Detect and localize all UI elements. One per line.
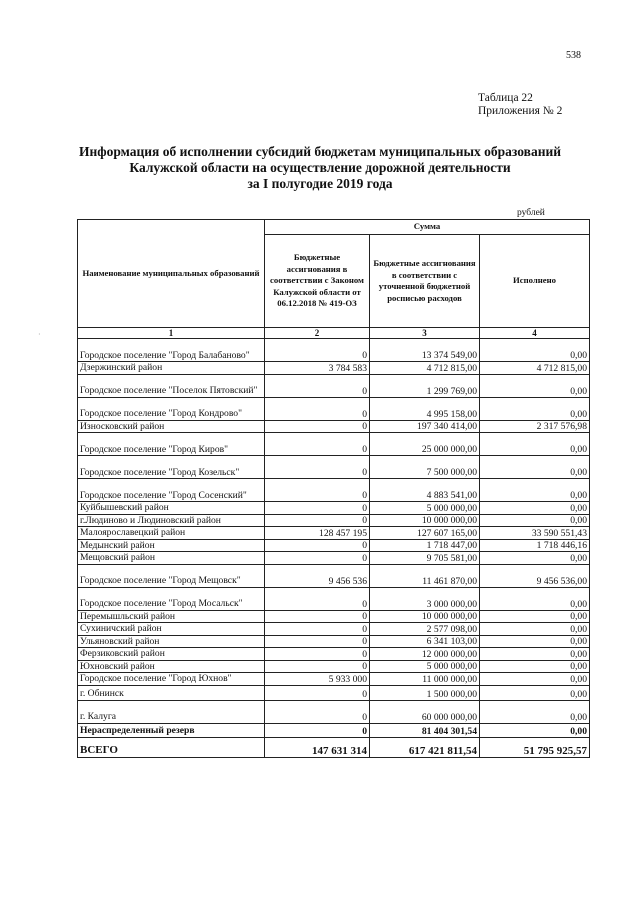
total-law-allocation: 147 631 314 (265, 737, 370, 757)
total-row (78, 737, 590, 757)
appendix-number: Приложения № 2 (478, 105, 563, 117)
table-row (78, 635, 590, 648)
table-row (78, 660, 590, 673)
refined-allocation-cell: 4 883 541,00 (370, 479, 480, 502)
municipality-cell: Нераспределенный резерв (78, 723, 265, 737)
table-row (78, 339, 590, 362)
table-row (78, 362, 590, 375)
table-row (78, 514, 590, 527)
table-row (78, 527, 590, 540)
table-row (78, 623, 590, 636)
municipality-cell: г. Обнинск (78, 685, 265, 700)
law-allocation-cell: 0 (265, 539, 370, 552)
law-allocation-cell: 0 (265, 456, 370, 479)
table-row (78, 700, 590, 723)
municipality-cell: Городское поселение "Город Балабаново" (78, 339, 265, 362)
refined-allocation-cell: 10 000 000,00 (370, 610, 480, 623)
executed-cell: 0,00 (480, 479, 590, 502)
municipality-cell: Городское поселение "Город Киров" (78, 433, 265, 456)
law-allocation-cell: 0 (265, 433, 370, 456)
law-allocation-cell: 0 (265, 635, 370, 648)
header-refined-allocation: Бюджетные ассигнования в соответствии с уточненной бюджетной росписью расходов (370, 235, 480, 328)
municipality-cell: Городское поселение "Город Сосенский" (78, 479, 265, 502)
refined-allocation-cell: 3 000 000,00 (370, 587, 480, 610)
refined-allocation-cell: 1 500 000,00 (370, 685, 480, 700)
executed-cell: 9 456 536,00 (480, 564, 590, 587)
municipality-cell: Ферзиковский район (78, 648, 265, 661)
law-allocation-cell: 3 784 583 (265, 362, 370, 375)
executed-cell: 0,00 (480, 673, 590, 686)
municipality-cell: Перемышльский район (78, 610, 265, 623)
executed-cell: 2 317 576,98 (480, 420, 590, 433)
law-allocation-cell: 0 (265, 700, 370, 723)
municipality-cell: Городское поселение "Город Мосальск" (78, 587, 265, 610)
header-executed: Исполнено (480, 235, 590, 328)
refined-allocation-cell: 60 000 000,00 (370, 700, 480, 723)
executed-cell: 0,00 (480, 635, 590, 648)
law-allocation-cell: 0 (265, 648, 370, 661)
table-row (78, 723, 590, 737)
table-row (78, 564, 590, 587)
executed-cell: 0,00 (480, 339, 590, 362)
law-allocation-cell: 0 (265, 514, 370, 527)
column-number: 2 (265, 328, 370, 339)
refined-allocation-cell: 5 000 000,00 (370, 660, 480, 673)
table-row (78, 685, 590, 700)
municipality-cell: Сухиничский район (78, 623, 265, 636)
executed-cell: 0,00 (480, 397, 590, 420)
municipality-cell: Куйбышевский район (78, 502, 265, 515)
municipality-cell: г.Людиново и Людиновский район (78, 514, 265, 527)
municipality-cell: Дзержинский район (78, 362, 265, 375)
municipality-cell: Износковский район (78, 420, 265, 433)
refined-allocation-cell: 9 705 581,00 (370, 552, 480, 565)
refined-allocation-cell: 81 404 301,54 (370, 723, 480, 737)
table-row (78, 374, 590, 397)
refined-allocation-cell: 7 500 000,00 (370, 456, 480, 479)
refined-allocation-cell: 25 000 000,00 (370, 433, 480, 456)
municipality-cell: Ульяновский район (78, 635, 265, 648)
executed-cell: 4 712 815,00 (480, 362, 590, 375)
total-executed: 51 795 925,57 (480, 737, 590, 757)
header-sum-group: Сумма (265, 220, 590, 235)
refined-allocation-cell: 127 607 165,00 (370, 527, 480, 540)
refined-allocation-cell: 4 995 158,00 (370, 397, 480, 420)
municipality-cell: Городское поселение "Город Козельск" (78, 456, 265, 479)
executed-cell: 0,00 (480, 374, 590, 397)
law-allocation-cell: 0 (265, 610, 370, 623)
executed-cell: 0,00 (480, 648, 590, 661)
refined-allocation-cell: 12 000 000,00 (370, 648, 480, 661)
law-allocation-cell: 0 (265, 660, 370, 673)
executed-cell: 0,00 (480, 623, 590, 636)
table-row (78, 673, 590, 686)
header-municipality: Наименование муниципальных образований (78, 220, 265, 328)
municipality-cell: Городское поселение "Город Кондрово" (78, 397, 265, 420)
table-row (78, 552, 590, 565)
refined-allocation-cell: 5 000 000,00 (370, 502, 480, 515)
municipality-cell: г. Калуга (78, 700, 265, 723)
column-number-row (78, 328, 590, 339)
executed-cell: 0,00 (480, 552, 590, 565)
law-allocation-cell: 128 457 195 (265, 527, 370, 540)
total-label: ВСЕГО (78, 737, 265, 757)
total-refined-allocation: 617 421 811,54 (370, 737, 480, 757)
title-line-1: Информация об исполнении субсидий бюджетам муниципальных образований (78, 144, 562, 159)
table-reference (478, 92, 562, 118)
executed-cell: 0,00 (480, 456, 590, 479)
refined-allocation-cell: 6 341 103,00 (370, 635, 480, 648)
table-row (78, 479, 590, 502)
law-allocation-cell: 0 (265, 502, 370, 515)
title-line-2: Калужской области на осуществление дорожной деятельности (129, 160, 511, 175)
executed-cell: 0,00 (480, 502, 590, 515)
municipality-cell: Медынский район (78, 539, 265, 552)
column-number: 3 (370, 328, 480, 339)
law-allocation-cell: 0 (265, 623, 370, 636)
executed-cell: 33 590 551,43 (480, 527, 590, 540)
municipality-cell: Мещовский район (78, 552, 265, 565)
units-label: рублей (517, 208, 545, 218)
law-allocation-cell: 5 933 000 (265, 673, 370, 686)
refined-allocation-cell: 10 000 000,00 (370, 514, 480, 527)
law-allocation-cell: 0 (265, 339, 370, 362)
table-row (78, 420, 590, 433)
refined-allocation-cell: 11 461 870,00 (370, 564, 480, 587)
refined-allocation-cell: 1 718 447,00 (370, 539, 480, 552)
law-allocation-cell: 0 (265, 374, 370, 397)
column-number: 4 (480, 328, 590, 339)
table-number: Таблица 22 (478, 92, 533, 104)
table-row (78, 539, 590, 552)
refined-allocation-cell: 13 374 549,00 (370, 339, 480, 362)
executed-cell: 0,00 (480, 660, 590, 673)
header-law-allocation: Бюджетные ассигнования в соответствии с Законом Калужской области от 06.12.2018 № 419-ОЗ (265, 235, 370, 328)
executed-cell: 0,00 (480, 700, 590, 723)
table-row (78, 397, 590, 420)
table-row (78, 502, 590, 515)
table-row (78, 648, 590, 661)
table-row (78, 587, 590, 610)
law-allocation-cell: 0 (265, 552, 370, 565)
title-line-3: за I полугодие 2019 года (247, 176, 393, 191)
law-allocation-cell: 0 (265, 420, 370, 433)
table-row (78, 456, 590, 479)
subsidy-table (77, 219, 590, 758)
executed-cell: 0,00 (480, 610, 590, 623)
law-allocation-cell: 0 (265, 685, 370, 700)
municipality-cell: Городское поселение "Город Юхнов" (78, 673, 265, 686)
margin-mark: · (38, 330, 41, 339)
executed-cell: 0,00 (480, 587, 590, 610)
law-allocation-cell: 0 (265, 587, 370, 610)
executed-cell: 1 718 446,16 (480, 539, 590, 552)
executed-cell: 0,00 (480, 433, 590, 456)
municipality-cell: Городское поселение "Поселок Пятовский" (78, 374, 265, 397)
municipality-cell: Малоярославецкий район (78, 527, 265, 540)
page-number: 538 (566, 50, 581, 61)
refined-allocation-cell: 2 577 098,00 (370, 623, 480, 636)
document-title (0, 144, 640, 192)
column-number: 1 (78, 328, 265, 339)
municipality-cell: Городское поселение "Город Мещовск" (78, 564, 265, 587)
refined-allocation-cell: 1 299 769,00 (370, 374, 480, 397)
law-allocation-cell: 0 (265, 723, 370, 737)
refined-allocation-cell: 197 340 414,00 (370, 420, 480, 433)
executed-cell: 0,00 (480, 723, 590, 737)
law-allocation-cell: 9 456 536 (265, 564, 370, 587)
law-allocation-cell: 0 (265, 479, 370, 502)
executed-cell: 0,00 (480, 685, 590, 700)
refined-allocation-cell: 4 712 815,00 (370, 362, 480, 375)
table-row (78, 433, 590, 456)
law-allocation-cell: 0 (265, 397, 370, 420)
municipality-cell: Юхновский район (78, 660, 265, 673)
executed-cell: 0,00 (480, 514, 590, 527)
table-row (78, 610, 590, 623)
refined-allocation-cell: 11 000 000,00 (370, 673, 480, 686)
